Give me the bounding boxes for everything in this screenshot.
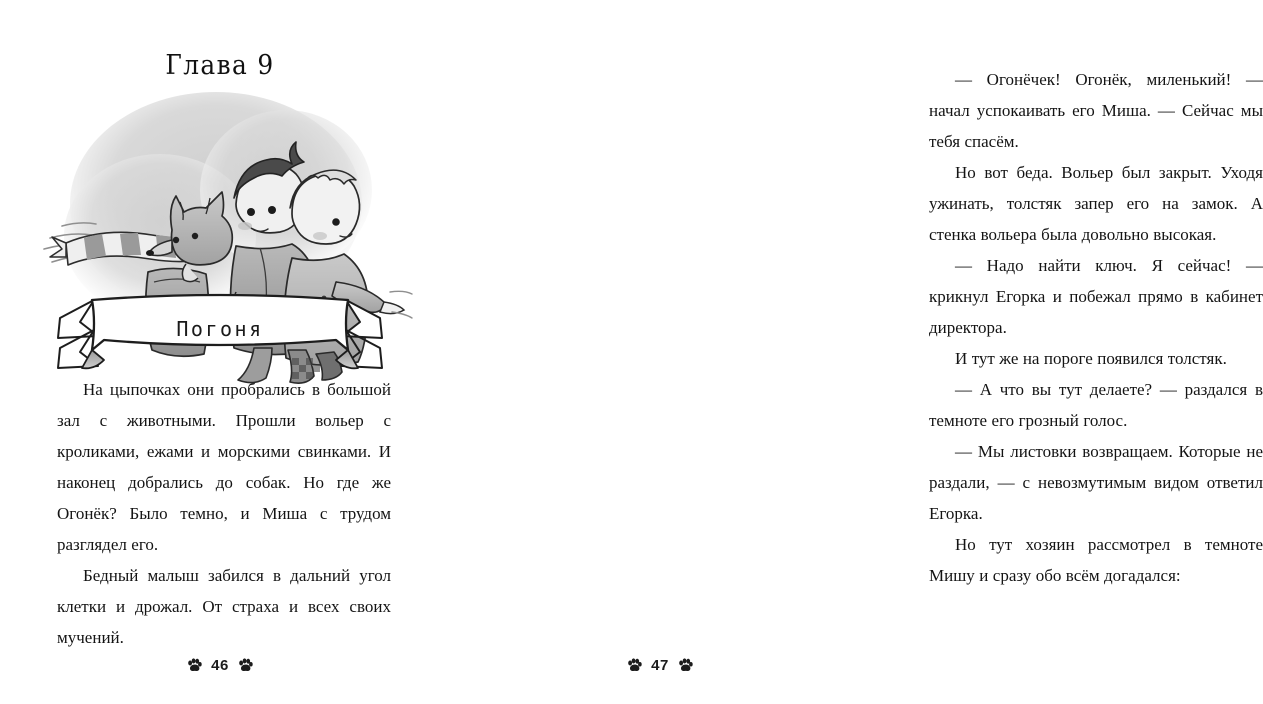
paragraph: — Мы листовки возвращаем. Которые не раздали, — с невозмутимым видом ответил Егорка.	[929, 442, 1263, 523]
chapter-title: Глава 9	[165, 50, 275, 81]
right-page-folio	[440, 657, 880, 674]
paragraph: Но тут хозяин рассмотрел в темноте Мишу и сразу обо всём догадался:	[929, 535, 1263, 585]
paw-print-icon	[187, 658, 202, 673]
paragraph: — Надо найти ключ. Я сейчас! — крикнул Егорка и побежал прямо в кабинет директора.	[929, 256, 1263, 337]
paw-print-icon	[627, 658, 642, 673]
right-page	[440, 0, 1263, 704]
page-number: 46	[211, 657, 229, 674]
banner-label: Погоня	[176, 317, 264, 341]
paragraph: Бедный малыш забился в дальний угол клетки и дрожал. От страха и всех своих мучений.	[57, 566, 391, 647]
paragraph: И тут же на пороге появился толстяк.	[955, 349, 1227, 368]
paragraph: На цыпочках они пробрались в большой зал с животными. Прошли вольер с кроликами, ежами и морскими свинками. И наконец добрались до собак. Но где же Огонёк? Было темно, и Миша с трудом разглядел его.	[57, 380, 391, 554]
page-number: 47	[651, 657, 669, 674]
left-page	[0, 0, 440, 704]
chapter-illustration	[40, 86, 400, 371]
paw-print-icon	[678, 658, 693, 673]
paragraph: Но вот беда. Вольер был закрыт. Уходя ужинать, толстяк запер его на замок. А стенка вольера была довольно высокая.	[929, 163, 1263, 244]
paragraph: — А что вы тут делаете? — раздался в темноте его грозный голос.	[929, 380, 1263, 430]
paragraph: — Огонёчек! Огонёк, миленький! — начал успокаивать его Миша. — Сейчас мы тебя спасём.	[929, 70, 1263, 151]
left-page-folio	[0, 657, 440, 674]
left-page-body	[57, 374, 391, 653]
paw-print-icon	[238, 658, 253, 673]
right-page-body	[929, 64, 1263, 591]
